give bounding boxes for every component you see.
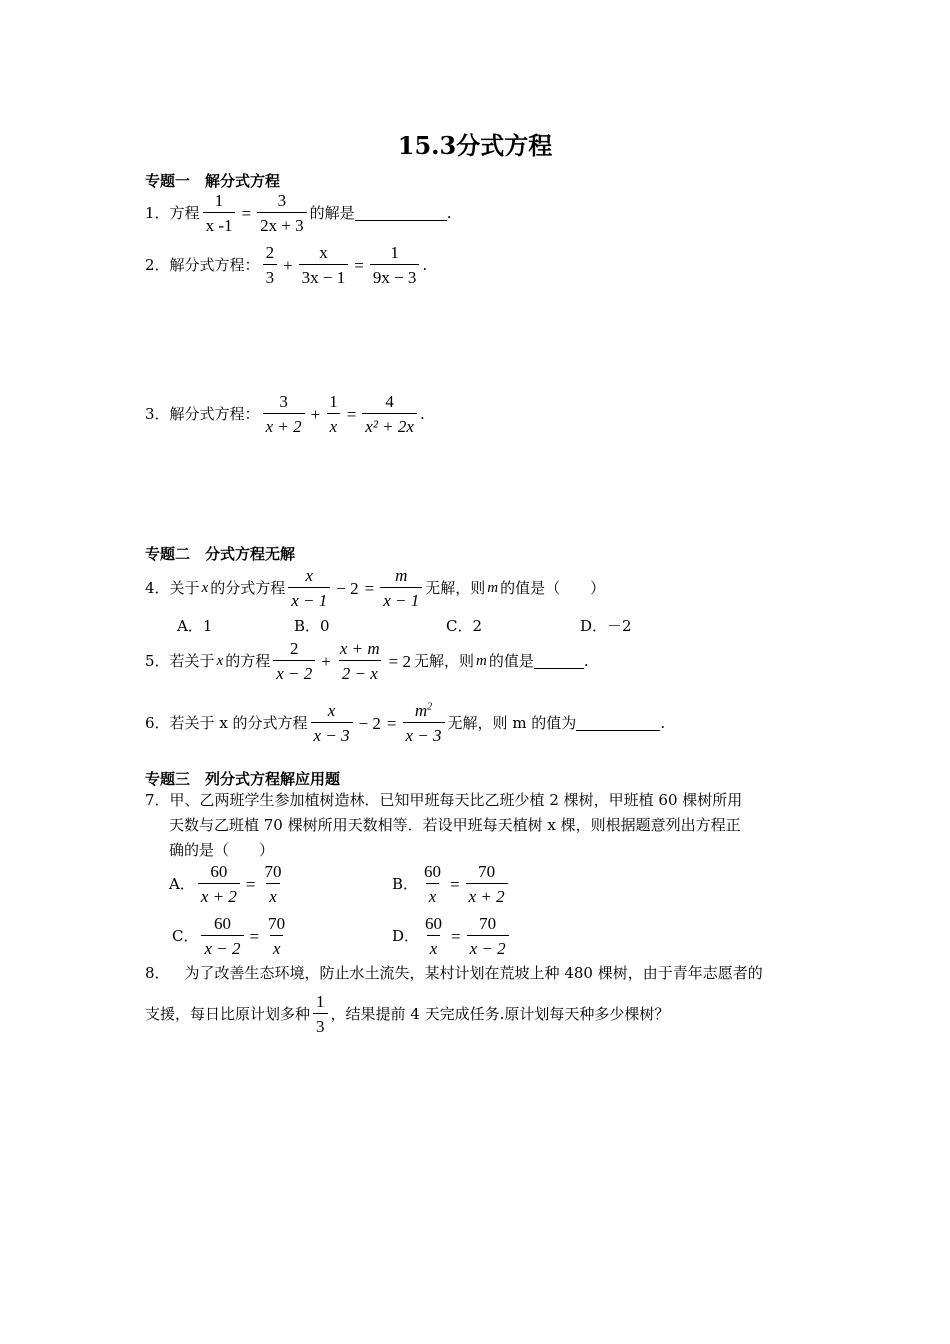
question-7-line-1 xyxy=(145,793,742,808)
plus-sign: + xyxy=(283,255,293,275)
option-fraction-right xyxy=(467,915,509,957)
denominator: 3x − 1 xyxy=(299,264,349,286)
q7-option-d xyxy=(392,915,512,957)
q5-variable: x xyxy=(216,652,224,669)
equals-sign: = xyxy=(451,926,461,946)
q3-end: . xyxy=(419,404,425,423)
equals-sign: = xyxy=(245,874,256,894)
question-3 xyxy=(145,393,425,435)
q8-fraction xyxy=(313,993,328,1035)
numerator: 70 xyxy=(478,862,496,881)
q4-variable: x xyxy=(201,579,209,596)
q2-prefix: 解分式方程： xyxy=(169,255,260,274)
q2-fraction-3 xyxy=(370,244,420,286)
q5-text: 的值是 xyxy=(488,651,534,670)
numerator: 60 xyxy=(214,914,231,933)
q4-text: 的值是（ ） xyxy=(500,578,606,597)
denominator: x + 2 xyxy=(263,413,305,435)
numerator: 2 xyxy=(265,243,275,262)
q1-fraction-left xyxy=(203,192,236,234)
page-title: 15.3分式方程 xyxy=(397,131,553,160)
q4-option-a: A．1 xyxy=(177,617,213,635)
q2-fraction-1 xyxy=(263,244,278,286)
q1-end: . xyxy=(446,203,452,222)
question-5 xyxy=(145,640,589,682)
q4-text: 关于 xyxy=(169,578,200,597)
numerator-base: m xyxy=(414,701,428,720)
q5-text: 无解，则 xyxy=(414,651,475,670)
equals-sign: = xyxy=(241,203,252,223)
q5-answer-blank xyxy=(534,654,584,669)
q7-option-b xyxy=(392,863,511,905)
question-1 xyxy=(145,192,451,234)
option-label: A． xyxy=(169,874,195,893)
q4-text: 无解，则 xyxy=(425,578,486,597)
q6-number: 6． xyxy=(145,713,170,732)
q6-fraction-left xyxy=(311,702,353,744)
numerator: 3 xyxy=(279,392,288,411)
q2-fraction-2 xyxy=(299,244,349,286)
numerator: 3 xyxy=(277,191,287,210)
q5-fraction-2 xyxy=(337,640,383,682)
question-7-line-3: 确的是（ ） xyxy=(169,841,275,859)
equals-sign: = xyxy=(249,926,260,946)
numerator: 70 xyxy=(264,862,282,881)
option-label: D． xyxy=(392,926,420,945)
denominator: 2 − x xyxy=(339,660,381,682)
numerator: x xyxy=(319,243,328,262)
minus-two: − 2 xyxy=(336,578,359,598)
option-fraction-right xyxy=(265,915,288,957)
q5-text: 若关于 xyxy=(169,651,215,670)
denominator: x xyxy=(266,883,280,905)
q2-number: 2． xyxy=(145,255,170,274)
option-fraction-left xyxy=(422,915,445,957)
denominator: x -1 xyxy=(203,212,236,234)
option-label: C． xyxy=(172,926,199,945)
numerator: 4 xyxy=(385,392,394,411)
q2-end: . xyxy=(422,255,428,274)
equals-sign: = xyxy=(364,578,375,598)
numerator: 1 xyxy=(329,392,338,411)
denominator: x + 2 xyxy=(466,883,508,905)
option-label: B． xyxy=(392,874,419,893)
plus-sign: + xyxy=(321,651,331,671)
q4-variable: m xyxy=(487,579,499,596)
option-fraction-left xyxy=(201,915,243,957)
q7-number: 7． xyxy=(145,791,170,809)
squared-exponent: 2 xyxy=(427,701,433,713)
q1-fraction-right xyxy=(257,192,307,234)
equals-sign: = xyxy=(354,255,364,275)
q7-option-a xyxy=(169,863,287,905)
q3-fraction-3 xyxy=(362,393,417,435)
question-6 xyxy=(145,702,665,744)
q5-variable: m xyxy=(476,652,487,669)
denominator: x − 2 xyxy=(201,935,243,957)
q4-option-d: D．－2 xyxy=(580,617,632,635)
q6-fraction-right xyxy=(403,702,445,744)
q4-text: 的分式方程 xyxy=(210,578,286,597)
equals-two: = 2 xyxy=(388,651,412,671)
numerator: 60 xyxy=(424,862,442,881)
numerator: 70 xyxy=(479,914,497,933)
question-7-line-2: 天数与乙班植 70 棵树所用天数相等．若设甲班每天植树 x 棵，则根据题意列出方程正 xyxy=(169,816,741,834)
denominator: x − 2 xyxy=(273,660,315,682)
option-fraction-right xyxy=(466,863,508,905)
numerator: x xyxy=(305,566,314,585)
question-4 xyxy=(145,567,605,609)
equals-sign: = xyxy=(386,713,397,733)
option-fraction-right xyxy=(261,863,284,905)
q1-number: 1． xyxy=(145,203,170,222)
q6-text: 无解，则 m 的值为 xyxy=(447,713,577,732)
q8-number: 8． xyxy=(145,964,170,982)
denominator: x xyxy=(427,935,441,957)
equals-sign: = xyxy=(450,874,460,894)
q4-option-b: B．0 xyxy=(294,617,330,635)
denominator: x − 3 xyxy=(403,722,445,744)
denominator: x xyxy=(270,935,284,957)
q7-text: 甲、乙两班学生参加植树造林．已知甲班每天比乙班少植 2 棵树，甲班植 60 棵树所用 xyxy=(169,791,743,809)
q4-fraction-left xyxy=(288,567,330,609)
numerator: 60 xyxy=(425,914,443,933)
q3-fraction-1 xyxy=(263,393,305,435)
question-8-line-2 xyxy=(145,993,669,1035)
option-fraction-left xyxy=(421,863,444,905)
q1-prefix: 方程 xyxy=(169,203,200,222)
q4-fraction-right xyxy=(380,567,422,609)
q5-text: 的方程 xyxy=(225,651,271,670)
minus-two: − 2 xyxy=(358,713,381,733)
numerator: 70 xyxy=(268,914,286,933)
question-2 xyxy=(145,244,427,286)
denominator: x² + 2x xyxy=(362,413,417,435)
numerator xyxy=(412,702,435,722)
q8-text: ，结果提前 4 天完成任务.原计划每天种多少棵树？ xyxy=(330,1004,670,1023)
denominator: x + 2 xyxy=(198,883,240,905)
numerator: 1 xyxy=(214,191,224,210)
q8-text: 支援，每日比原计划多种 xyxy=(145,1004,311,1023)
q6-text: 若关于 x 的分式方程 xyxy=(169,713,308,732)
denominator: 3 xyxy=(313,1013,328,1035)
denominator: 3 xyxy=(263,264,278,286)
denominator: x − 2 xyxy=(467,935,509,957)
q3-number: 3． xyxy=(145,404,170,423)
q1-answer-blank xyxy=(355,206,447,221)
q5-fraction-1 xyxy=(273,640,315,682)
denominator: x xyxy=(426,883,440,905)
denominator: 9x − 3 xyxy=(370,264,420,286)
section-heading-3: 专题三 列分式方程解应用题 xyxy=(145,770,341,788)
denominator: x − 1 xyxy=(380,587,422,609)
plus-sign: + xyxy=(310,404,321,424)
equals-sign: = xyxy=(346,404,357,424)
denominator: 2x + 3 xyxy=(257,212,307,234)
numerator: x xyxy=(327,701,336,720)
q3-fraction-2 xyxy=(326,393,341,435)
q3-prefix: 解分式方程： xyxy=(169,404,260,423)
q6-end: . xyxy=(660,713,666,732)
section-heading-2: 专题二 分式方程无解 xyxy=(145,545,296,563)
numerator: x + m xyxy=(339,639,380,658)
q8-text: 为了改善生态环境，防止水土流失，某村计划在荒坡上种 480 棵树，由于青年志愿者的 xyxy=(169,964,763,982)
question-8-line-1 xyxy=(145,966,763,981)
denominator: x − 1 xyxy=(288,587,330,609)
denominator: x xyxy=(327,413,341,435)
q5-end: . xyxy=(583,651,589,670)
option-fraction-left xyxy=(198,863,240,905)
q4-option-c: C．2 xyxy=(446,617,483,635)
q1-suffix: 的解是 xyxy=(309,203,355,222)
q7-option-c xyxy=(172,915,291,957)
q5-number: 5． xyxy=(145,651,170,670)
numerator: 1 xyxy=(390,243,399,262)
numerator: m xyxy=(395,566,408,585)
q4-number: 4． xyxy=(145,578,170,597)
q6-answer-blank xyxy=(576,716,660,731)
numerator: 60 xyxy=(210,862,228,881)
section-heading-1: 专题一 解分式方程 xyxy=(145,172,281,190)
denominator: x − 3 xyxy=(311,722,353,744)
numerator: 1 xyxy=(316,992,325,1011)
numerator: 2 xyxy=(290,639,299,658)
